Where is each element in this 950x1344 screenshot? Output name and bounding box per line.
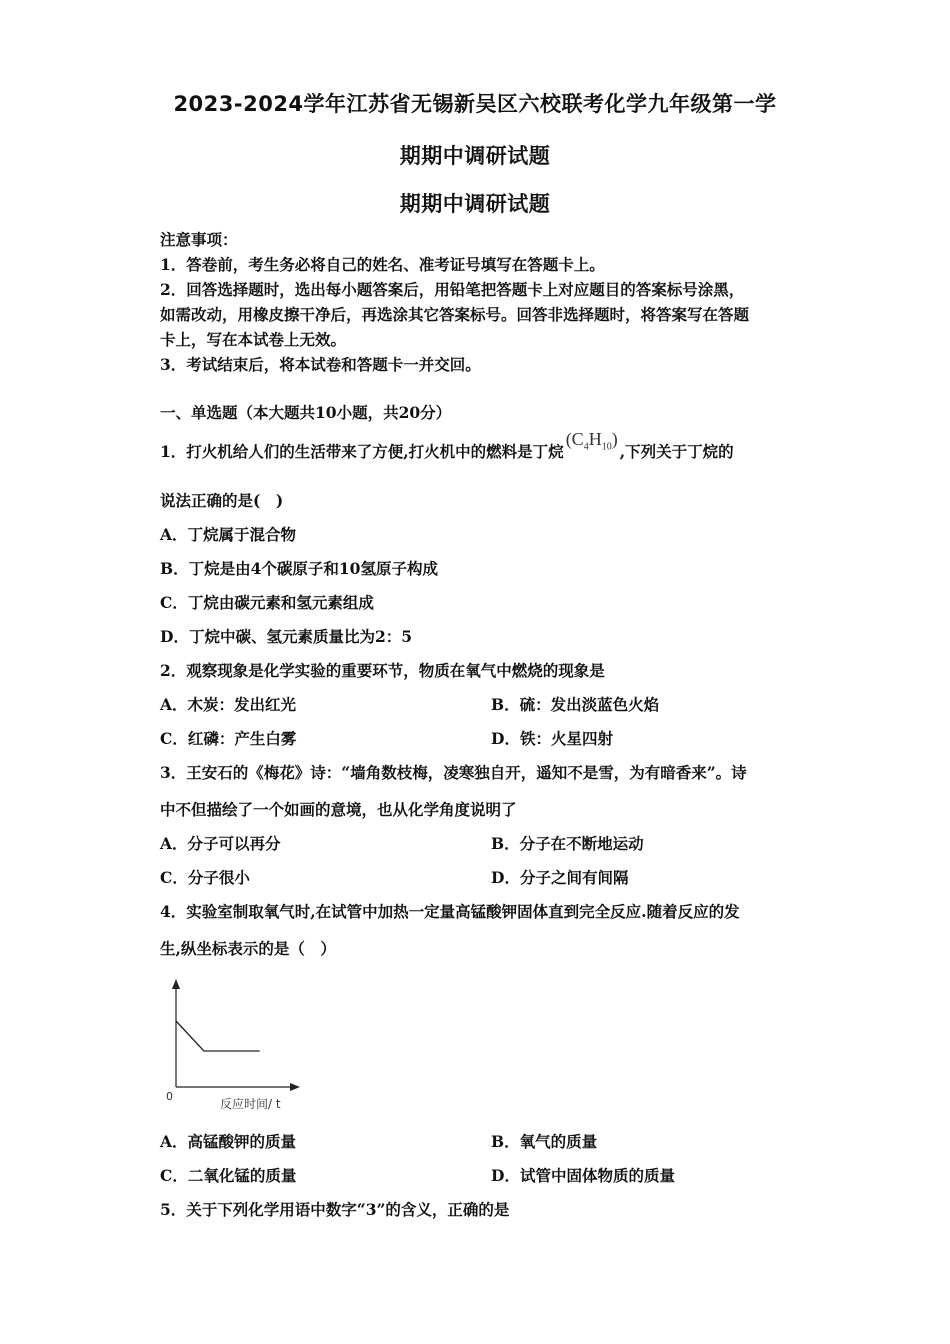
q1-stem-line2: 说法正确的是( ) bbox=[160, 491, 284, 510]
q4-stem-line2: 生,纵坐标表示的是（ ） bbox=[160, 939, 336, 958]
q5-stem: 5．关于下列化学用语中数字“3”的含义，正确的是 bbox=[160, 1200, 510, 1219]
q3-option-b: B．分子在不断地运动 bbox=[491, 834, 644, 853]
q3-option-d: D．分子之间有间隔 bbox=[491, 868, 629, 887]
q4-option-d: D．试管中固体物质的质量 bbox=[491, 1166, 675, 1185]
q1-option-b: B．丁烷是由4个碳原子和10氢原子构成 bbox=[160, 559, 438, 578]
q1-option-c: C．丁烷由碳元素和氢元素组成 bbox=[160, 593, 374, 612]
q4-stem-line1: 4．实验室制取氧气时,在试管中加热一定量高锰酸钾固体直到完全反应.随着反应的发 bbox=[160, 902, 740, 921]
notice-heading: 注意事项： bbox=[160, 230, 238, 249]
q4-option-c: C．二氧化锰的质量 bbox=[160, 1166, 297, 1185]
exam-title-line3: 期期中调研试题 bbox=[399, 192, 551, 216]
butane-formula: $(C_4H_{10})$ bbox=[565, 429, 618, 453]
q4-option-a: A．高锰酸钾的质量 bbox=[160, 1132, 297, 1151]
notice-item-2-line1: 2．回答选择题时，选出每小题答案后，用铅笔把答题卡上对应题目的答案标号涂黑， bbox=[160, 280, 745, 299]
q3-stem-line2: 中不但描绘了一个如画的意境，也从化学角度说明了 bbox=[160, 800, 517, 819]
q2-option-b: B．硫：发出淡蓝色火焰 bbox=[491, 695, 660, 714]
q2-option-c: C．红磷：产生白雾 bbox=[160, 729, 297, 748]
q1-option-a: A．丁烷属于混合物 bbox=[160, 525, 297, 544]
q3-stem-line1: 3．王安石的《梅花》诗：“墙角数枝梅，凌寒独自开，遥知不是雪，为有暗香来”。诗 bbox=[160, 763, 747, 782]
q3-option-a: A．分子可以再分 bbox=[160, 834, 281, 853]
q2-option-d: D．铁：火星四射 bbox=[491, 729, 613, 748]
exam-title-line2: 期期中调研试题 bbox=[399, 144, 551, 168]
q1-stem bbox=[160, 429, 734, 465]
q2-option-a: A．木炭：发出红光 bbox=[160, 695, 297, 714]
exam-title-line1: 2023-2024学年江苏省无锡新吴区六校联考化学九年级第一学 bbox=[173, 92, 777, 116]
series-line bbox=[176, 1021, 260, 1051]
notice-item-2-line2: 如需改动，用橡皮擦干净后，再选涂其它答案标号。回答非选择题时，将答案写在答题 bbox=[160, 305, 750, 324]
q2-stem: 2．观察现象是化学实验的重要环节，物质在氧气中燃烧的现象是 bbox=[160, 661, 605, 680]
origin-label: 0 bbox=[166, 1090, 173, 1103]
notice-item-3: 3．考试结束后，将本试卷和答题卡一并交回。 bbox=[160, 355, 481, 374]
x-axis-arrow bbox=[290, 1083, 300, 1091]
x-axis-label: 反应时间/ t bbox=[220, 1097, 281, 1111]
q4-graph bbox=[150, 975, 320, 1120]
section-heading: 一、单选题（本大题共10小题，共20分） bbox=[160, 403, 452, 422]
q1-stem-after: ,下列关于丁烷的 bbox=[619, 442, 734, 461]
notice-item-2-line3: 卡上，写在本试卷上无效。 bbox=[160, 330, 347, 349]
q4-option-b: B．氧气的质量 bbox=[491, 1132, 598, 1151]
y-axis-arrow bbox=[172, 979, 180, 989]
q1-stem-before: 1．打火机给人们的生活带来了方便,打火机中的燃料是丁烷 bbox=[160, 442, 564, 461]
q1-option-d: D．丁烷中碳、氢元素质量比为2：5 bbox=[160, 627, 413, 646]
notice-item-1: 1．答卷前，考生务必将自己的姓名、准考证号填写在答题卡上。 bbox=[160, 255, 605, 274]
q3-option-c: C．分子很小 bbox=[160, 868, 250, 887]
